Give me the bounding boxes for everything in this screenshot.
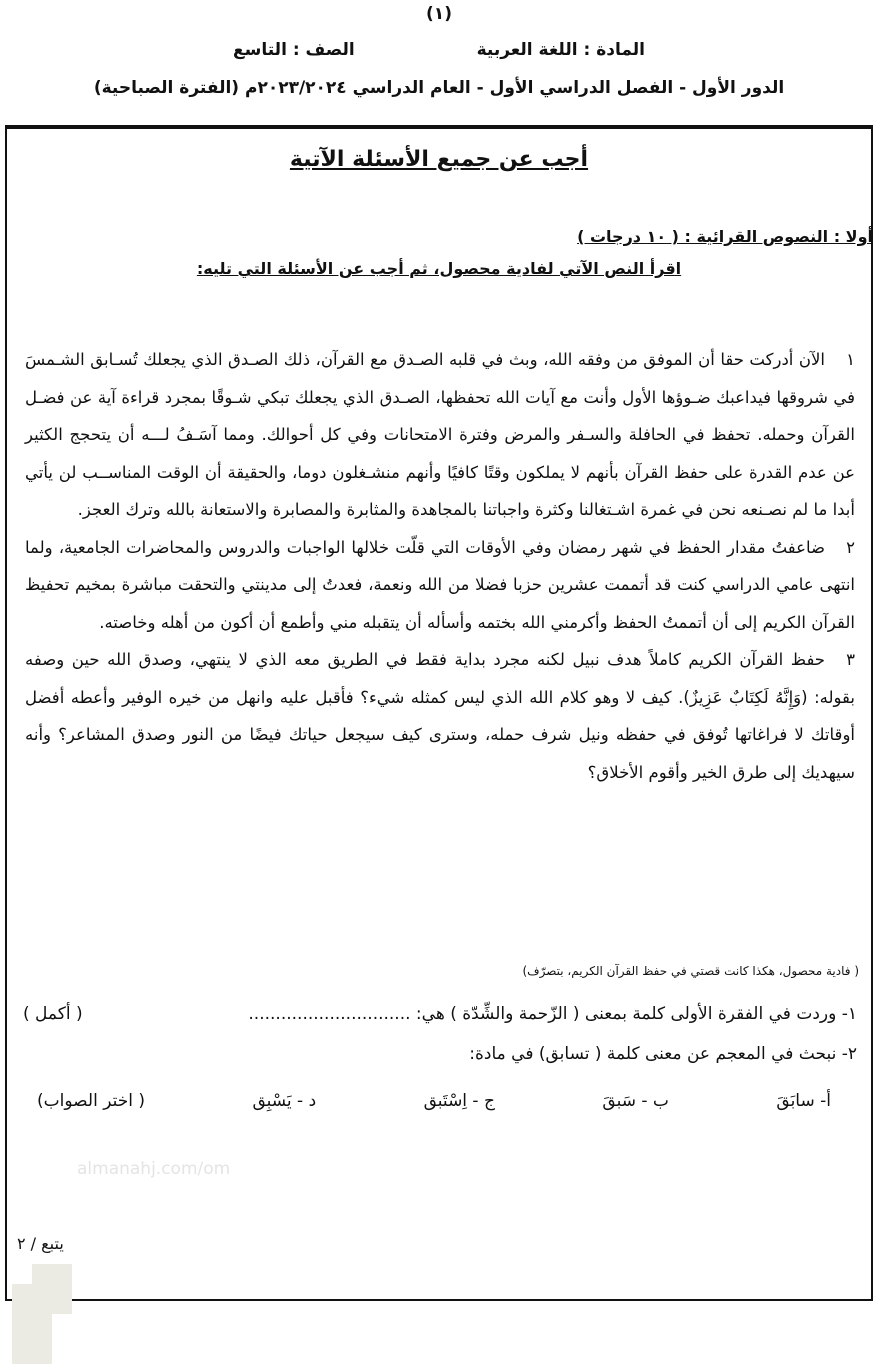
option-c: ج - اِسْتَبق [423, 1091, 495, 1111]
exam-box [5, 125, 873, 1301]
question-hint: ( أكمل ) [23, 1004, 83, 1024]
question-2-options [37, 1091, 831, 1111]
reading-text [25, 341, 855, 791]
option-d: د - يَسْبِق [252, 1091, 317, 1111]
question-hint: ( اختر الصواب) [37, 1091, 145, 1111]
watermark-shape [32, 1264, 72, 1314]
paragraph-text: الآن أدركت حقا أن الموفق من وفقه الله، وبث في قلبه الصـدق مع القرآن، ذلك الصـدق الذي يجعلك تُسـابق الشـمسَ في شروقها فيداعبك ضـوؤها الأول وأنت مع آيات الله تحفظها، الصـدق الذي يجعلك تبكي شـوقًا بمجرد قراءة آية عن فضـل القرآن وحمله. تحفظ في الحافلة والسـفر والمرض وفترة الامتحانات وفي كل أحوالك. ومما آسَـفُ لـــه أن يتحجج الكثير عن عدم القدرة على حفظ القرآن بأنهم لا يملكون وقتًا كافيًا وأنهم منشـغلون دوما، والحقيقة أن الوقت المناســب لن يأتي أبدا ما لم نصـنعه نحن في غمرة اشـتغالنا وكثرة واجباتنا بالمجاهدة والمثابرة والمصابرة والاستعانة بالله وترك العجز. [25, 350, 855, 519]
paragraph-number: ٣ [846, 650, 855, 669]
paragraph [25, 529, 855, 642]
subject-grade-line [0, 40, 878, 60]
question-2: ٢- نبحث في المعجم عن معنى كلمة ( تسابق) في مادة: [469, 1044, 857, 1064]
watermark: almanahj.com/om [77, 1159, 231, 1179]
page-number: (١) [426, 4, 452, 24]
exam-title: أجب عن جميع الأسئلة الآتية [289, 147, 589, 172]
paragraph [25, 341, 855, 529]
option-b: ب - سَبقَ [602, 1091, 669, 1111]
source-citation: ( فادية محصول، هكذا كانت قصتي في حفظ القرآن الكريم، بتصرّف) [522, 964, 859, 978]
option-a: أ- سابَقَ [776, 1091, 831, 1111]
paragraph-number: ٢ [846, 537, 855, 557]
session-line: الدور الأول - الفصل الدراسي الأول - العام الدراسي ٢٠٢٣/٢٠٢٤م (الفترة الصباحية) [93, 78, 785, 98]
subject: المادة : اللغة العربية [476, 40, 645, 60]
question-text: ١- وردت في الفقرة الأولى كلمة بمعنى ( الزّحمة والشِّدّة ) هي: .............................. [248, 1004, 857, 1024]
paragraph-number: ١ [846, 350, 855, 369]
continue-note: يتبع / ٢ [17, 1234, 64, 1253]
grade: الصف : التاسع [233, 40, 355, 60]
section-heading: أولا : النصوص القرائية : ( ١٠ درجات ) [577, 227, 873, 246]
question-1 [23, 1004, 857, 1024]
instruction: اقرأ النص الآتي لفادية محصول، ثم أجب عن الأسئلة التي تليه: [196, 259, 682, 278]
paragraph-text: ضاعفتُ مقدار الحفظ في شهر رمضان وفي الأوقات التي قلّت خلالها الواجبات والدروس والمحاضرات الجامعية، ولما انتهى عامي الدراسي كنت قد أتممت عشرين حزبا فضلا من الله ونعمة، فعدتُ إلى مدينتي والتحقت مباشرة بمخيم تحفيظ القرآن الكريم إلى أن أتممتُ الحفظ وأكرمني الله بختمه وأسأله أن يتقبله مني وأطمع أن أكون من أهله وخاصته. [25, 537, 855, 632]
paragraph [25, 641, 855, 791]
paragraph-text: حفظ القرآن الكريم كاملاً هدف نبيل لكنه مجرد بداية فقط في الطريق معه الذي لا ينتهي، وصدق الله حين وصفه بقوله: (وَإِنَّهُ لَكِتَابٌ عَزِيزٌ). كيف لا وهو كلام الله الذي ليس كمثله شيء؟ فأقبل عليه وانهل من خيره الوفير وأعطه أفضل أوقاتك لا فراغاتها تُوفق في حفظه ونيل شرف حمله، وسترى كيف سيجعل حياتك فيضًا من النور وصدق المشاعر؟ وأنه سيهديك إلى طرق الخير وأقوم الأخلاق؟ [25, 650, 855, 782]
